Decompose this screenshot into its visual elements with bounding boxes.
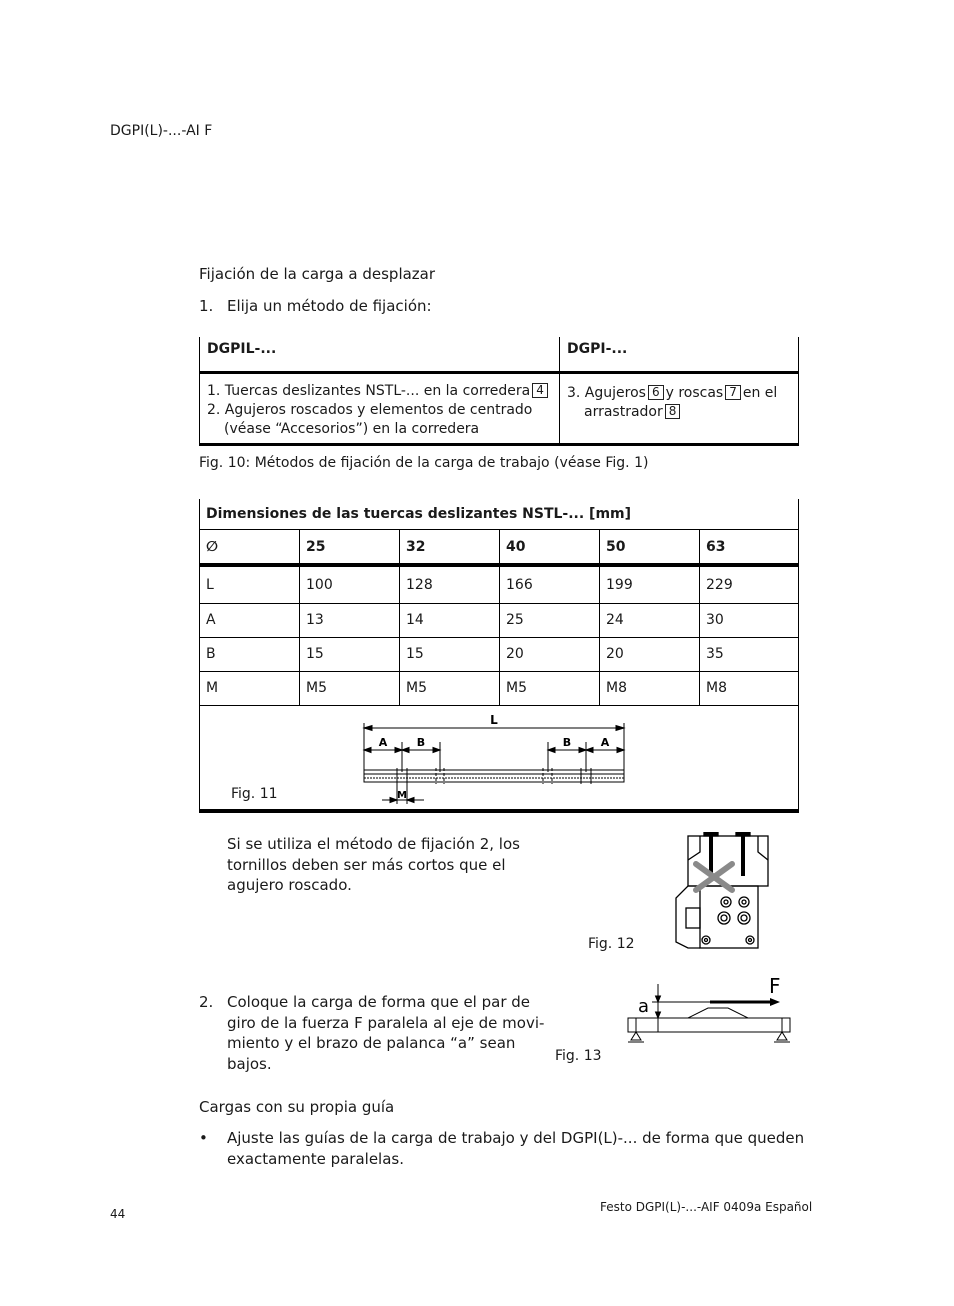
table-cell: 15 xyxy=(300,637,400,671)
step-2-line-3: miento y el brazo de palanca “a” sean xyxy=(227,1034,516,1052)
step-2-line-4: bajos. xyxy=(227,1054,272,1073)
table-cell: 20 xyxy=(600,637,700,671)
lever-arm-drawing xyxy=(624,974,796,1048)
method-2-line-2: (véase “Accesorios”) en la corredera xyxy=(224,421,480,437)
step-1-text: Elija un método de fijación: xyxy=(227,297,432,315)
diameter-cell: 40 xyxy=(500,530,600,566)
page-number: 44 xyxy=(110,1207,126,1221)
table-row xyxy=(200,565,799,603)
method-3-text-c: en el xyxy=(742,385,778,401)
dim-label-B-right: B xyxy=(562,735,572,749)
step-2-line-2: giro de la fuerza F paralela al eje de movi- xyxy=(227,1013,545,1032)
diameter-symbol: ∅ xyxy=(200,530,300,566)
table-cell: M8 xyxy=(600,671,700,705)
method-3-text-d: arrastrador xyxy=(584,404,663,420)
table-cell: 128 xyxy=(400,565,500,603)
fig-12-note-line-3: agujero roscado. xyxy=(227,876,352,894)
fig-10-caption: Fig. 10: Métodos de fijación de la carga de trabajo (véase Fig. 1) xyxy=(199,455,649,471)
step-1-number: 1. xyxy=(199,297,214,315)
table-cell: 20 xyxy=(500,637,600,671)
table-cell: 229 xyxy=(700,565,799,603)
dim-label-M: M xyxy=(397,789,407,801)
method-2-line-1: 2. Agujeros roscados y elementos de centrado xyxy=(207,402,533,418)
section-heading-own-guide: Cargas con su propia guía xyxy=(199,1098,395,1116)
screw-length-drawing xyxy=(660,832,772,952)
dim-label-A-right: A xyxy=(600,735,610,749)
table-cell: 25 xyxy=(500,603,600,637)
document-header: DGPI(L)-...-AI F xyxy=(110,123,213,139)
table-cell: 30 xyxy=(700,603,799,637)
diameter-header-row xyxy=(200,530,799,566)
method-1 xyxy=(207,382,552,401)
table-cell: M5 xyxy=(500,671,600,705)
fig-12-note-line-1: Si se utiliza el método de fijación 2, los xyxy=(227,835,520,853)
col-header-dgpil: DGPIL-... xyxy=(200,337,560,373)
method-3-line-2 xyxy=(567,403,791,422)
fig-11-cell xyxy=(200,705,799,811)
ref-4: 4 xyxy=(532,383,548,398)
diameter-cell: 63 xyxy=(700,530,799,566)
step-2-text xyxy=(227,992,544,1074)
method-3-text-b: y roscas xyxy=(665,385,724,401)
dgpi-methods-cell xyxy=(560,373,799,445)
method-3-line-1 xyxy=(567,384,791,403)
table-cell: M5 xyxy=(400,671,500,705)
fixing-methods-table xyxy=(199,337,799,446)
fig-12-note-line-2: tornillos deben ser más cortos que el xyxy=(227,855,506,874)
bullet: • xyxy=(199,1129,208,1147)
force-label: F xyxy=(769,974,781,998)
step-2-line-1: Coloque la carga de forma que el par de xyxy=(227,993,531,1011)
table-cell: 166 xyxy=(500,565,600,603)
table-cell: 13 xyxy=(300,603,400,637)
table-cell: M5 xyxy=(300,671,400,705)
row-label: A xyxy=(200,603,300,637)
ref-7: 7 xyxy=(725,385,741,400)
table-row xyxy=(200,671,799,705)
table-cell: M8 xyxy=(700,671,799,705)
step-2-number: 2. xyxy=(199,993,214,1011)
fig-11-caption: Fig. 11 xyxy=(231,785,278,802)
bullet-line-1: Ajuste las guías de la carga de trabajo y del DGPI(L)-... de forma que queden xyxy=(227,1129,805,1147)
table-cell: 100 xyxy=(300,565,400,603)
diameter-cell: 32 xyxy=(400,530,500,566)
lever-arm-label: a xyxy=(638,996,650,1017)
row-label: B xyxy=(200,637,300,671)
table-row xyxy=(200,637,799,671)
dimensions-table-title: Dimensiones de las tuercas deslizantes NSTL-... [mm] xyxy=(200,499,799,530)
table-cell: 15 xyxy=(400,637,500,671)
dim-label-B-left: B xyxy=(416,735,426,749)
footer-doc-info: Festo DGPI(L)-...-AIF 0409a Español xyxy=(600,1200,813,1214)
bullet-text xyxy=(227,1128,804,1169)
diameter-cell: 25 xyxy=(300,530,400,566)
dim-label-L: L xyxy=(490,712,498,727)
table-row xyxy=(200,603,799,637)
ref-8: 8 xyxy=(665,404,681,419)
fig-13-caption: Fig. 13 xyxy=(555,1048,602,1064)
row-label: M xyxy=(200,671,300,705)
dim-label-A-left: A xyxy=(378,735,388,749)
slot-nut-dimensions-table xyxy=(199,499,799,813)
table-cell: 35 xyxy=(700,637,799,671)
row-label: L xyxy=(200,565,300,603)
slot-nut-drawing xyxy=(350,712,640,808)
table-cell: 199 xyxy=(600,565,700,603)
table-cell: 14 xyxy=(400,603,500,637)
bullet-line-2: exactamente paralelas. xyxy=(227,1149,404,1168)
col-header-dgpi: DGPI-... xyxy=(560,337,799,373)
fig-12-caption: Fig. 12 xyxy=(588,936,635,952)
section-heading: Fijación de la carga a desplazar xyxy=(199,265,436,283)
dgpil-methods-cell xyxy=(200,373,560,445)
diameter-cell: 50 xyxy=(600,530,700,566)
method-1-text: 1. Tuercas deslizantes NSTL-... en la corredera xyxy=(207,383,531,399)
ref-6: 6 xyxy=(648,385,664,400)
table-cell: 24 xyxy=(600,603,700,637)
method-3-text-a: 3. Agujeros xyxy=(567,385,646,401)
fig-12-note xyxy=(227,834,520,896)
